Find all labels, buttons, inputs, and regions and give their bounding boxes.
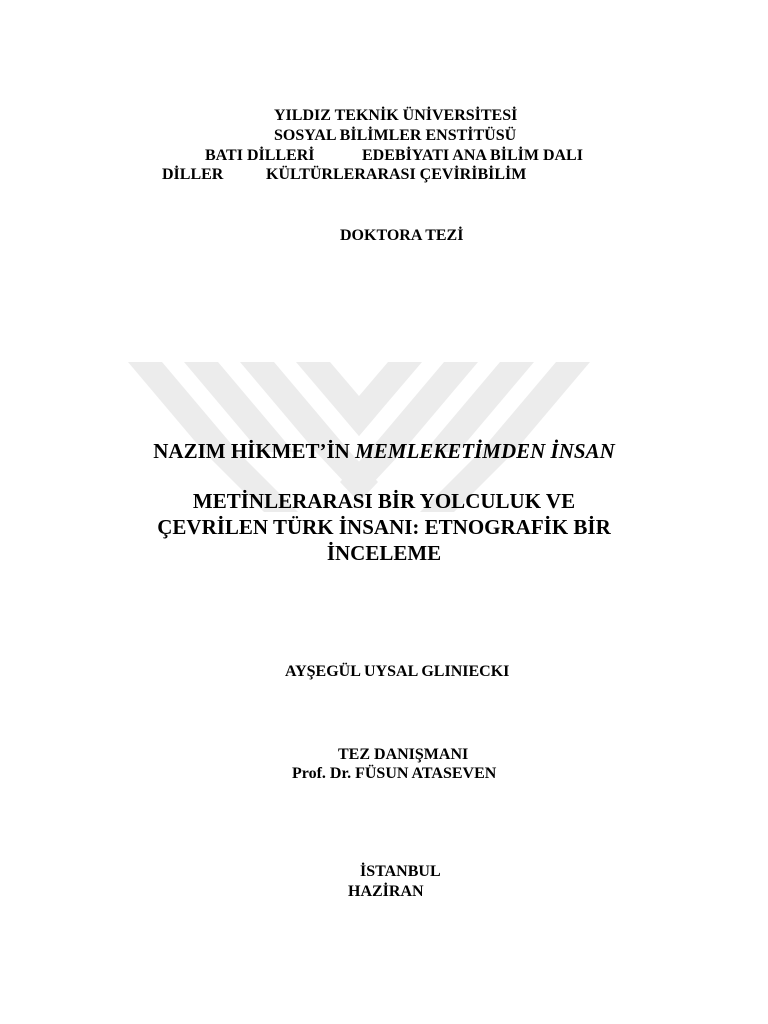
program-left: DİLLER [162,166,224,183]
advisor-name: Prof. Dr. FÜSUN ATASEVEN [292,765,497,782]
advisor-label: TEZ DANIŞMANI [338,746,469,763]
thesis-title-line-4: İNCELEME [326,541,442,565]
institute-name: SOSYAL BİLİMLER ENSTİTÜSÜ [274,127,517,144]
title-italic-work: MEMLEKETİMDEN İNSAN [355,439,615,463]
thesis-type: DOKTORA TEZİ [340,227,464,244]
department-left: BATI DİLLERİ [205,147,315,164]
thesis-title-line-3: ÇEVRİLEN TÜRK İNSANI: ETNOGRAFİK BİR [157,515,611,539]
date: HAZİRAN [348,883,424,900]
title-prefix: NAZIM HİKMET’İN [153,439,356,463]
author-name: AYŞEGÜL UYSAL GLINIECKI [285,663,510,680]
university-name: YILDIZ TEKNİK ÜNİVERSİTESİ [274,107,518,124]
department-right: EDEBİYATI ANA BİLİM DALI [362,147,583,164]
thesis-title-line-2: METİNLERARASI BİR YOLCULUK VE [192,489,576,513]
program-right: KÜLTÜRLERARASI ÇEVİRİBİLİM [266,166,527,183]
place: İSTANBUL [360,863,441,880]
thesis-title-line-1 [0,437,768,465]
